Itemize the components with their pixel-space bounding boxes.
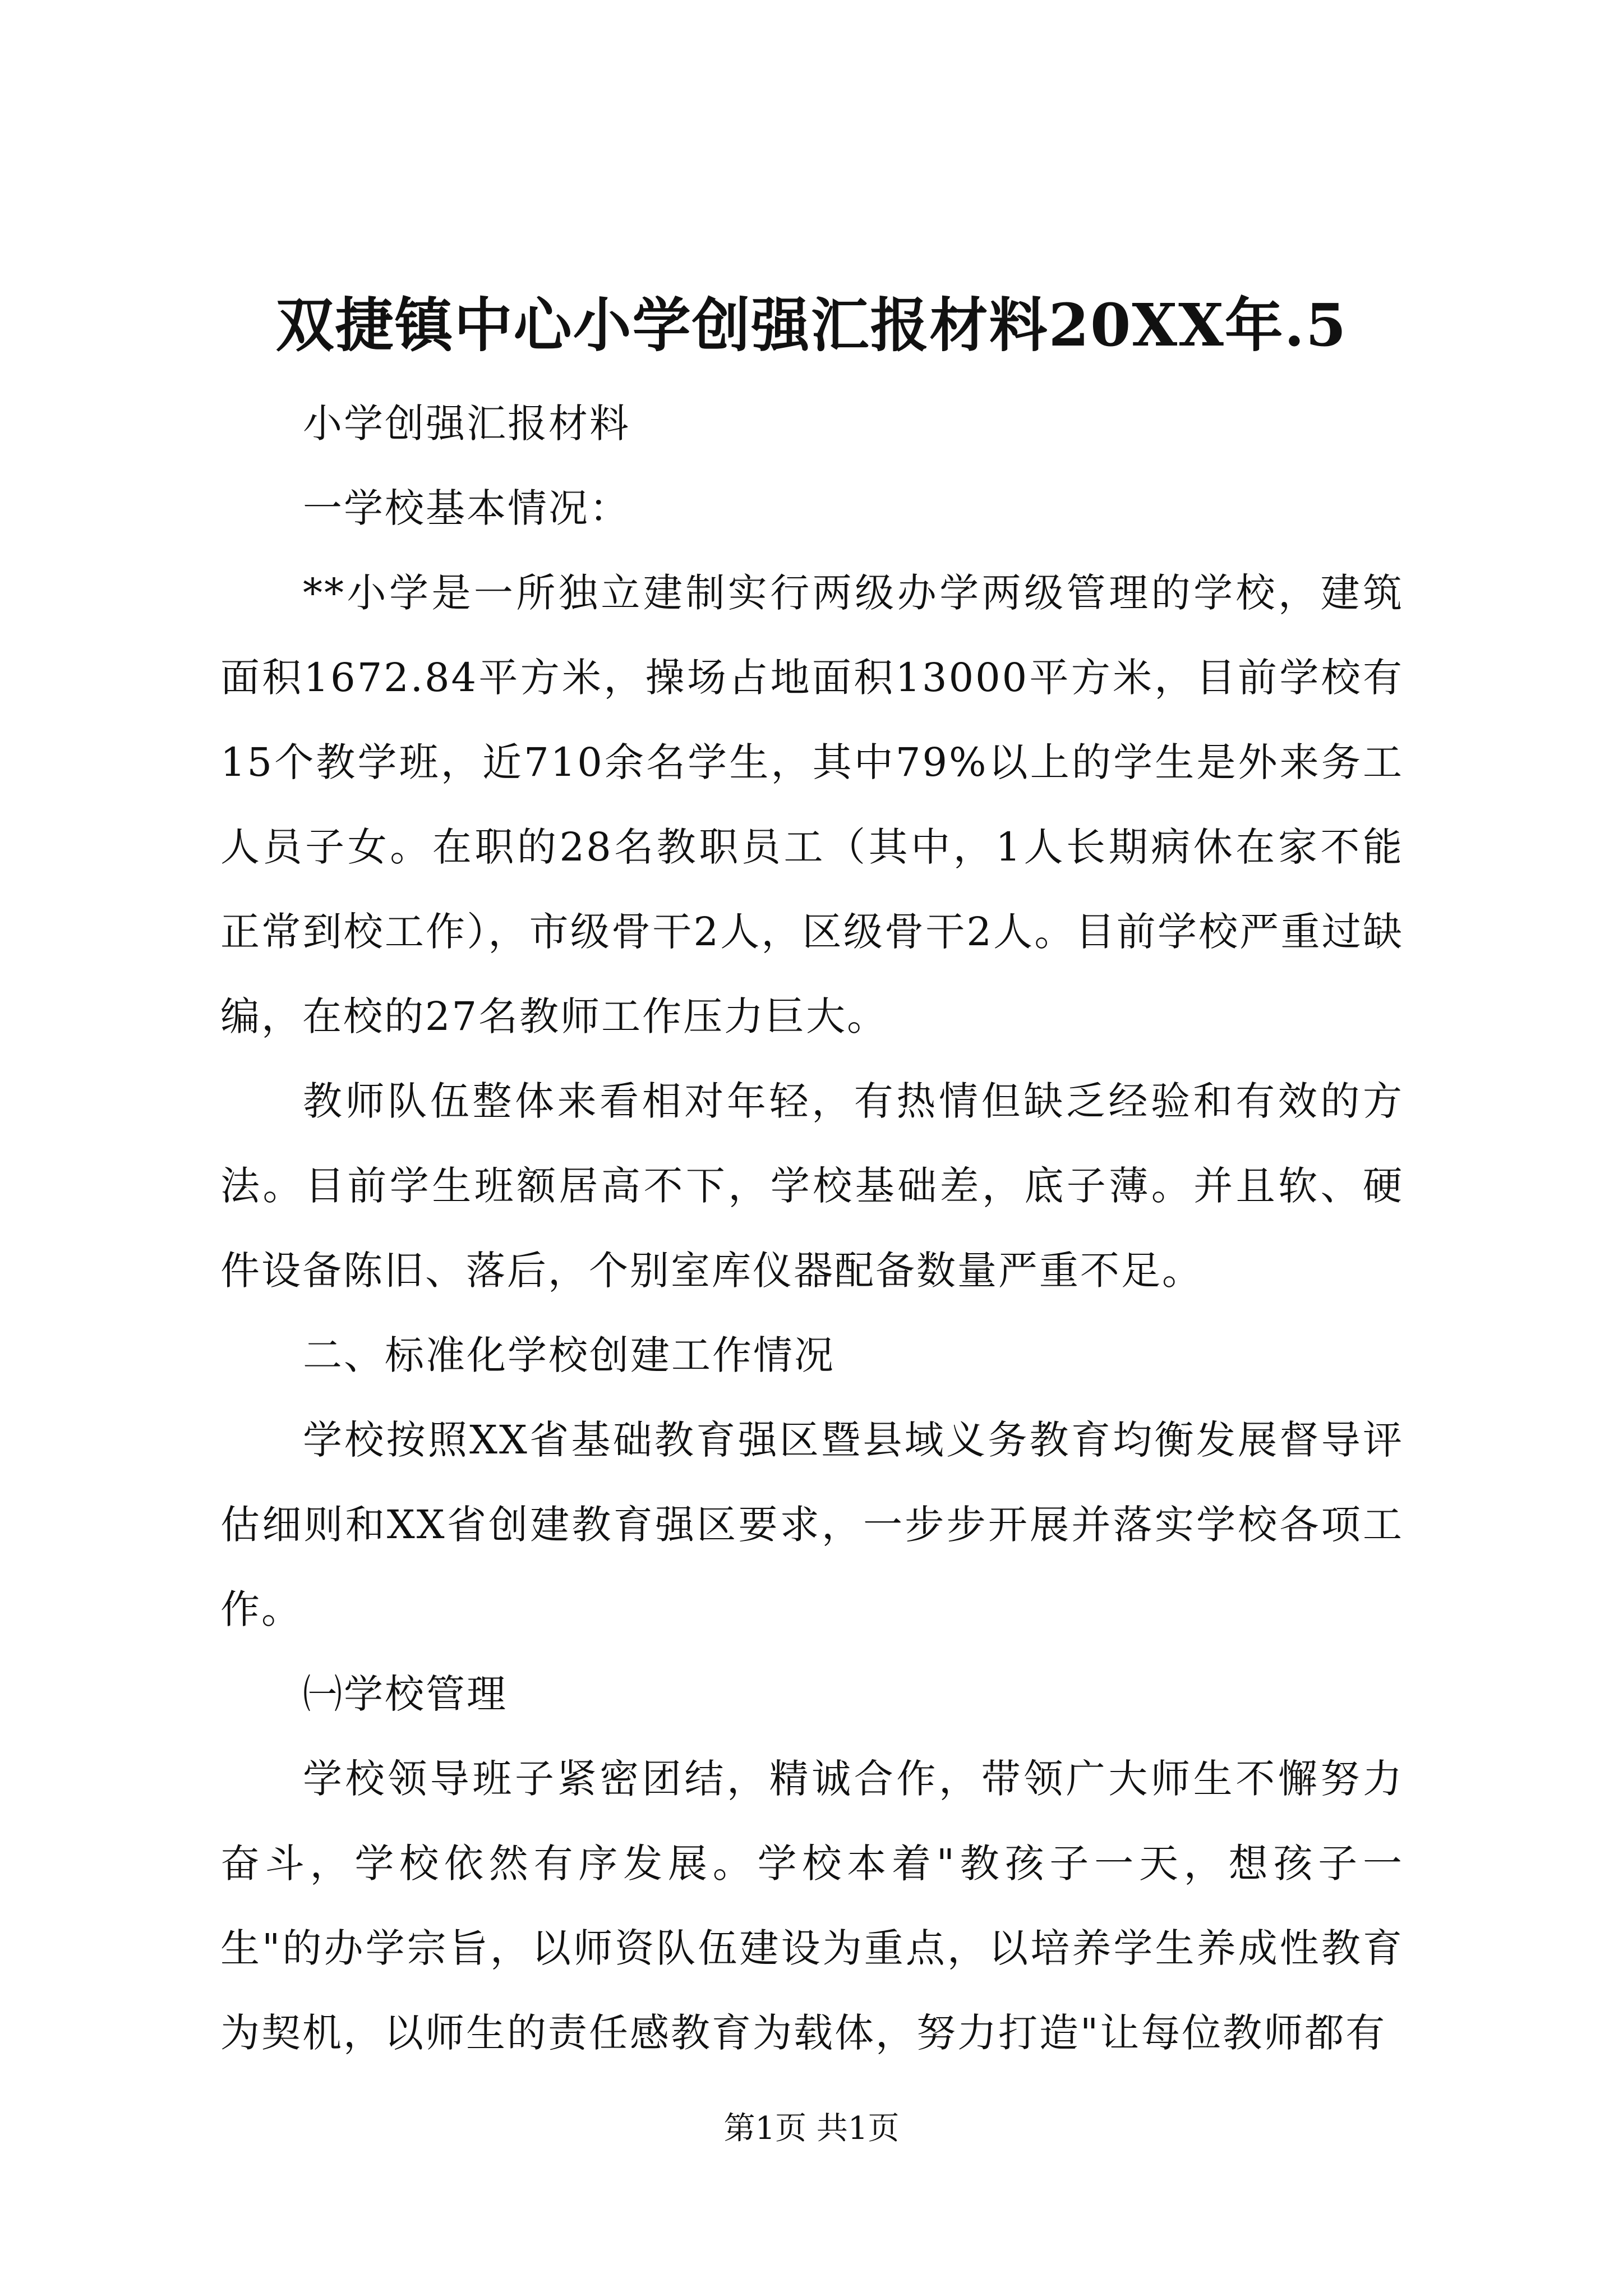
section-subtitle: 小学创强汇报材料: [303, 401, 630, 447]
paragraph-standardization-work: 学校按照XX省基础教育强区暨县域义务教育均衡发展督导评估细则和XX省创建教育强区要求，一步步开展并落实学校各项工作。: [220, 1417, 1404, 1632]
document-title: 双捷镇中心小学创强汇报材料20XX年.5: [275, 291, 1348, 360]
section-heading-basic-info: 一学校基本情况：: [303, 485, 630, 531]
paragraph-teacher-team: 教师队伍整体来看相对年轻，有热情但缺乏经验和有效的方法。目前学生班额居高不下，学校基础差，底子薄。并且软、硬件设备陈旧、落后，个别室库仪器配备数量严重不足。: [220, 1078, 1404, 1294]
paragraph-school-overview: **小学是一所独立建制实行两级办学两级管理的学校，建筑面积1672.84平方米，操场占地面积13000平方米，目前学校有15个教学班，近710余名学生，其中79%以上的学生是外来务工人员子女。在职的28名教职员工（其中，1人长期病休在家不能正常到校工作），市级骨干2人，区级骨干2人。目前学校严重过缺编，在校的27名教师工作压力巨大。: [220, 570, 1404, 1039]
section-heading-standardization: 二、标准化学校创建工作情况: [303, 1332, 835, 1378]
page-footer: 第1页 共1页: [723, 2110, 900, 2147]
section-heading-school-management: ㈠学校管理: [303, 1671, 508, 1717]
document-body: [220, 381, 1404, 2076]
paragraph-school-management: 学校领导班子紧密团结，精诚合作，带领广大师生不懈努力奋斗，学校依然有序发展。学校本着"教孩子一天，想孩子一生"的办学宗旨，以师资队伍建设为重点，以培养学生养成性教育为契机，以师生的责任感教育为载体，努力打造"让每位教师都有: [220, 1756, 1404, 2056]
